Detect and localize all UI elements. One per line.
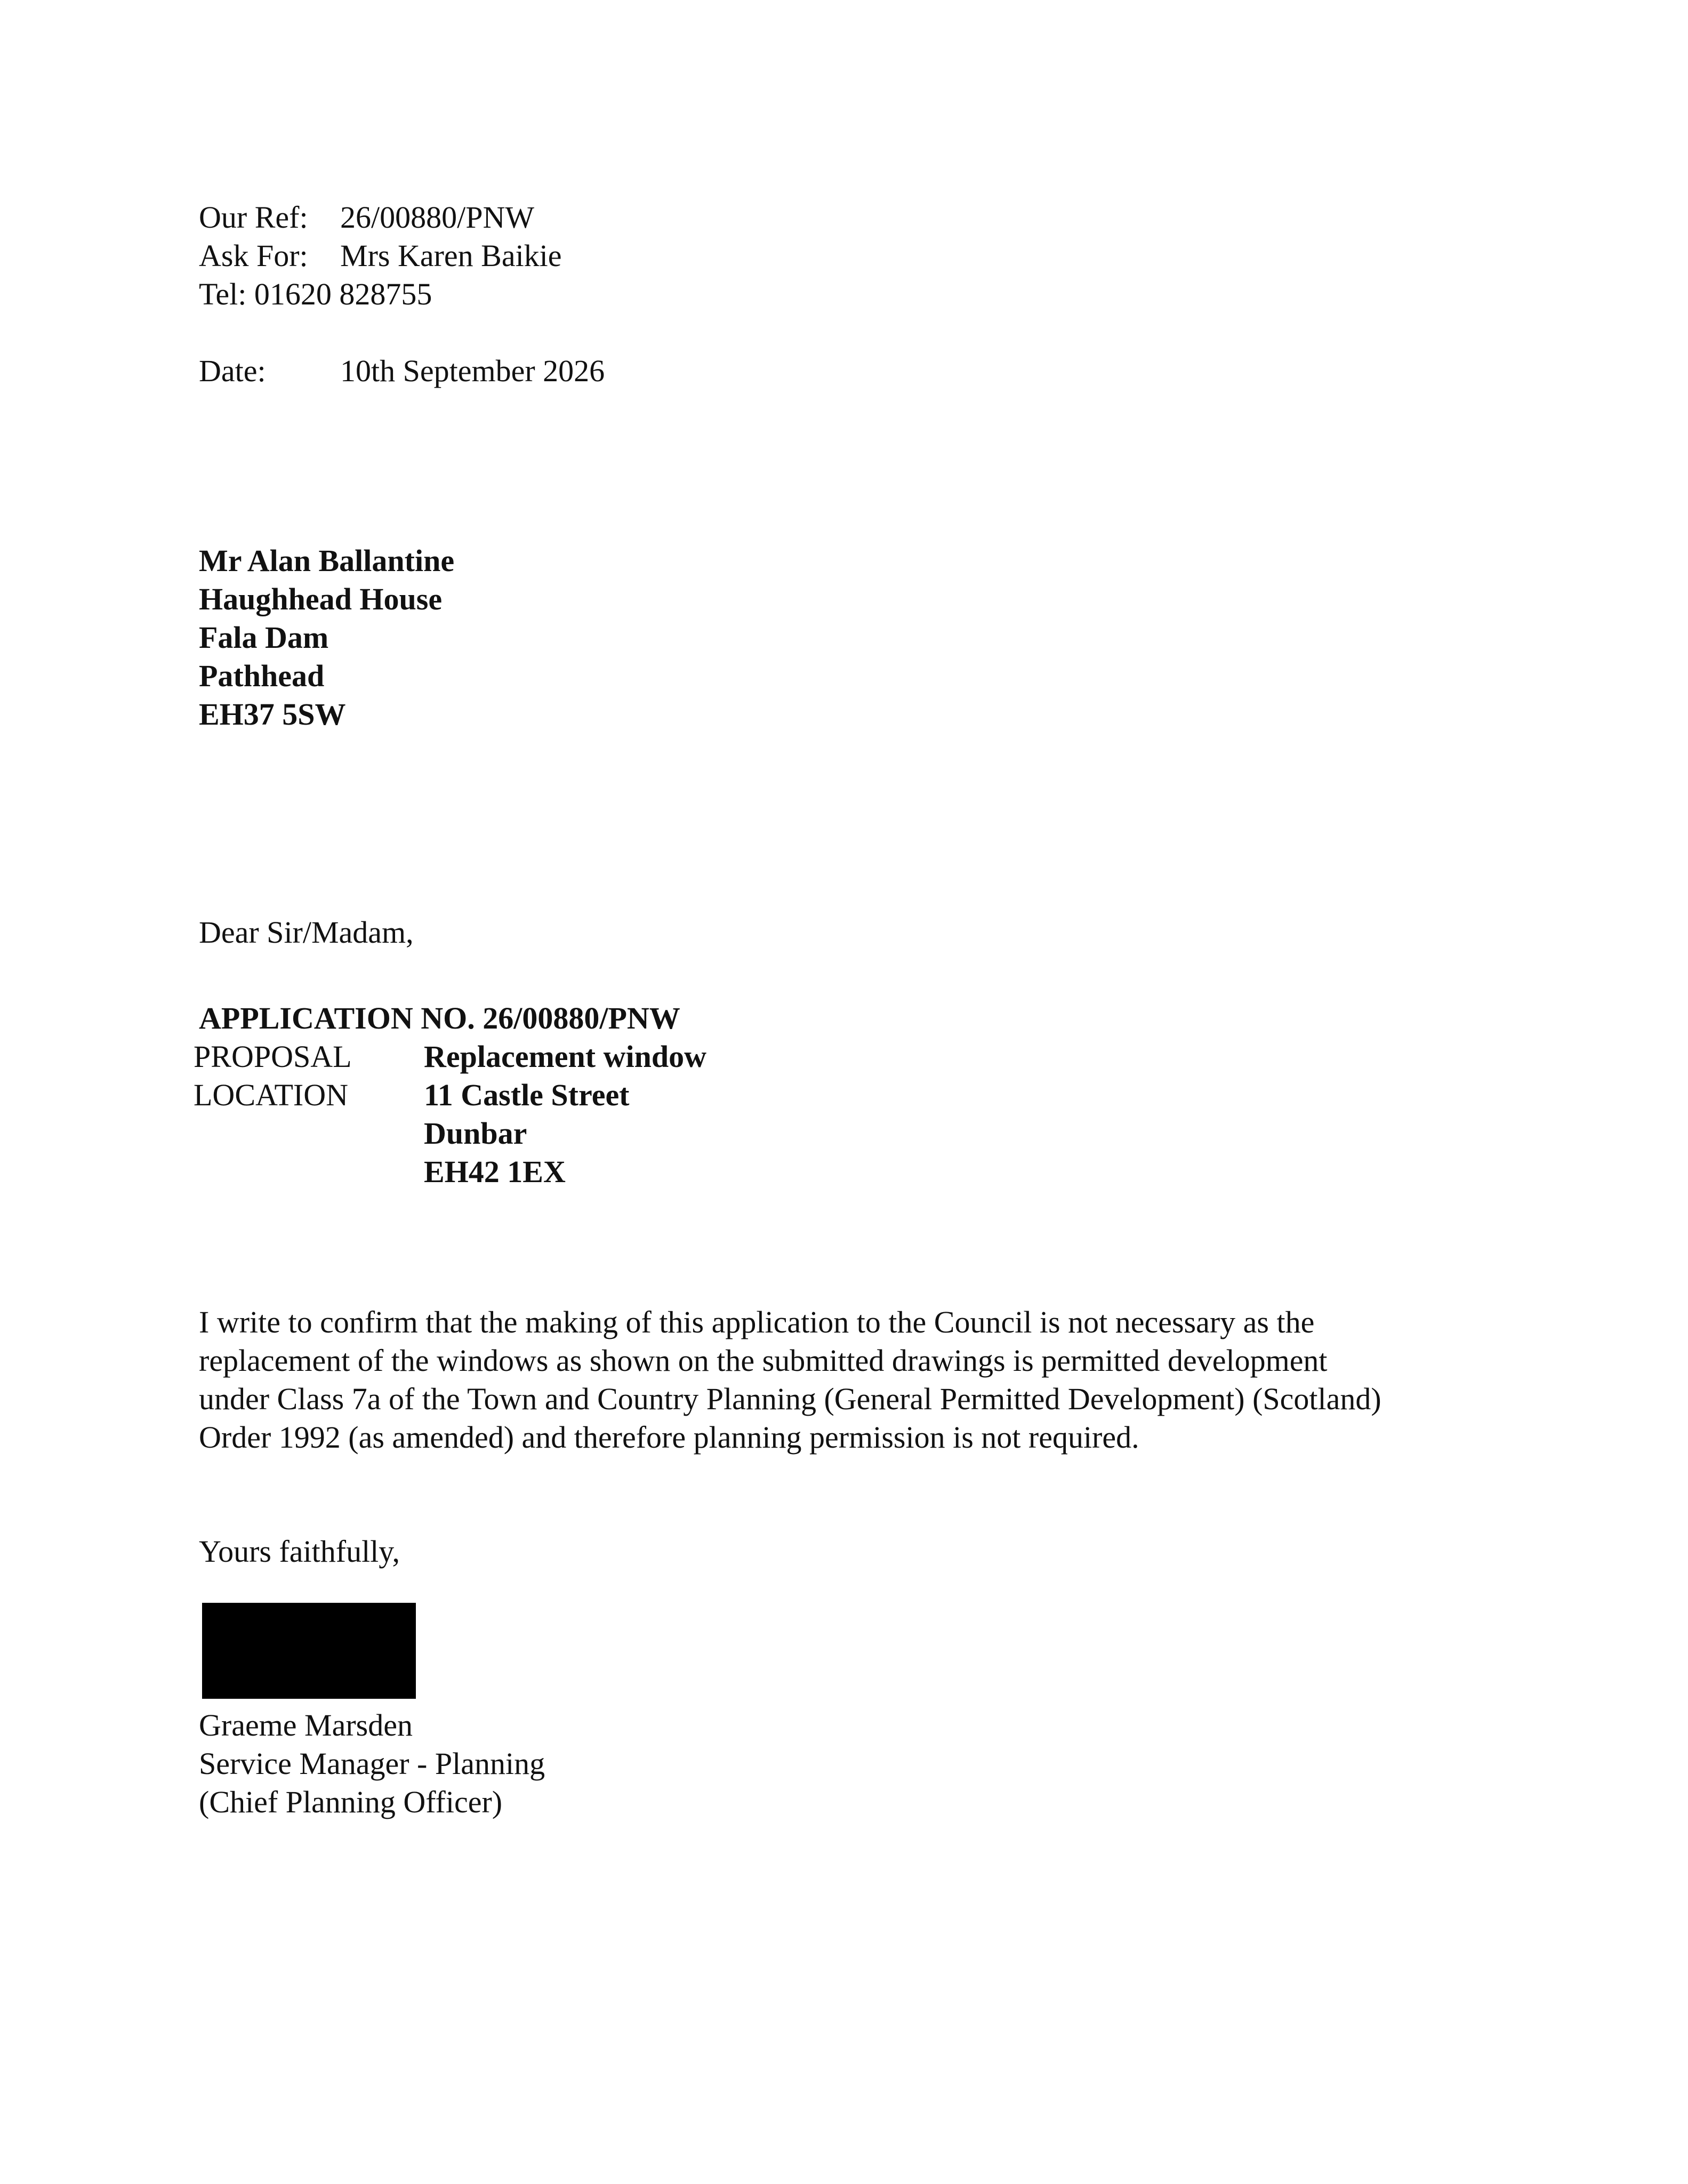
redacted-signature (202, 1603, 416, 1699)
location-label: LOCATION (194, 1078, 348, 1112)
signatory-title: Service Manager - Planning (199, 1746, 545, 1781)
body-line: under Class 7a of the Town and Country Planning (General Permitted Development) (Scotland) (199, 1382, 1381, 1416)
signatory-block (199, 1706, 545, 1821)
recipient-postcode: EH37 5SW (199, 697, 346, 732)
body-line: Order 1992 (as amended) and therefore planning permission is not required. (199, 1420, 1139, 1455)
application-number: APPLICATION NO. 26/00880/PNW (199, 1001, 680, 1035)
letter-body (199, 1303, 1489, 1457)
proposal-label: PROPOSAL (194, 1039, 352, 1074)
ask-for-value: Mrs Karen Baikie (340, 238, 562, 273)
recipient-name: Mr Alan Ballantine (199, 543, 455, 578)
date-value: 10th September 2026 (340, 354, 605, 388)
body-line: replacement of the windows as shown on the submitted drawings is permitted development (199, 1343, 1328, 1378)
salutation: Dear Sir/Madam, (199, 915, 414, 950)
recipient-address-line: Fala Dam (199, 620, 329, 655)
recipient-address-line: Pathhead (199, 659, 325, 693)
location-line: Dunbar (424, 1116, 527, 1151)
ask-for-label: Ask For: (199, 238, 308, 273)
our-ref-value: 26/00880/PNW (340, 200, 535, 235)
signatory-role: (Chief Planning Officer) (199, 1785, 503, 1819)
location-postcode: EH42 1EX (424, 1154, 566, 1189)
closing: Yours faithfully, (199, 1534, 400, 1569)
recipient-address-line: Haughhead House (199, 582, 443, 616)
proposal-value: Replacement window (424, 1039, 707, 1074)
date-label: Date: (199, 354, 266, 388)
body-line: I write to confirm that the making of this application to the Council is not necessary as the (199, 1305, 1315, 1339)
signatory-name: Graeme Marsden (199, 1708, 413, 1743)
our-ref-label: Our Ref: (199, 200, 308, 235)
recipient-address (199, 542, 454, 734)
telephone: Tel: 01620 828755 (199, 277, 432, 311)
location-line: 11 Castle Street (424, 1078, 630, 1112)
